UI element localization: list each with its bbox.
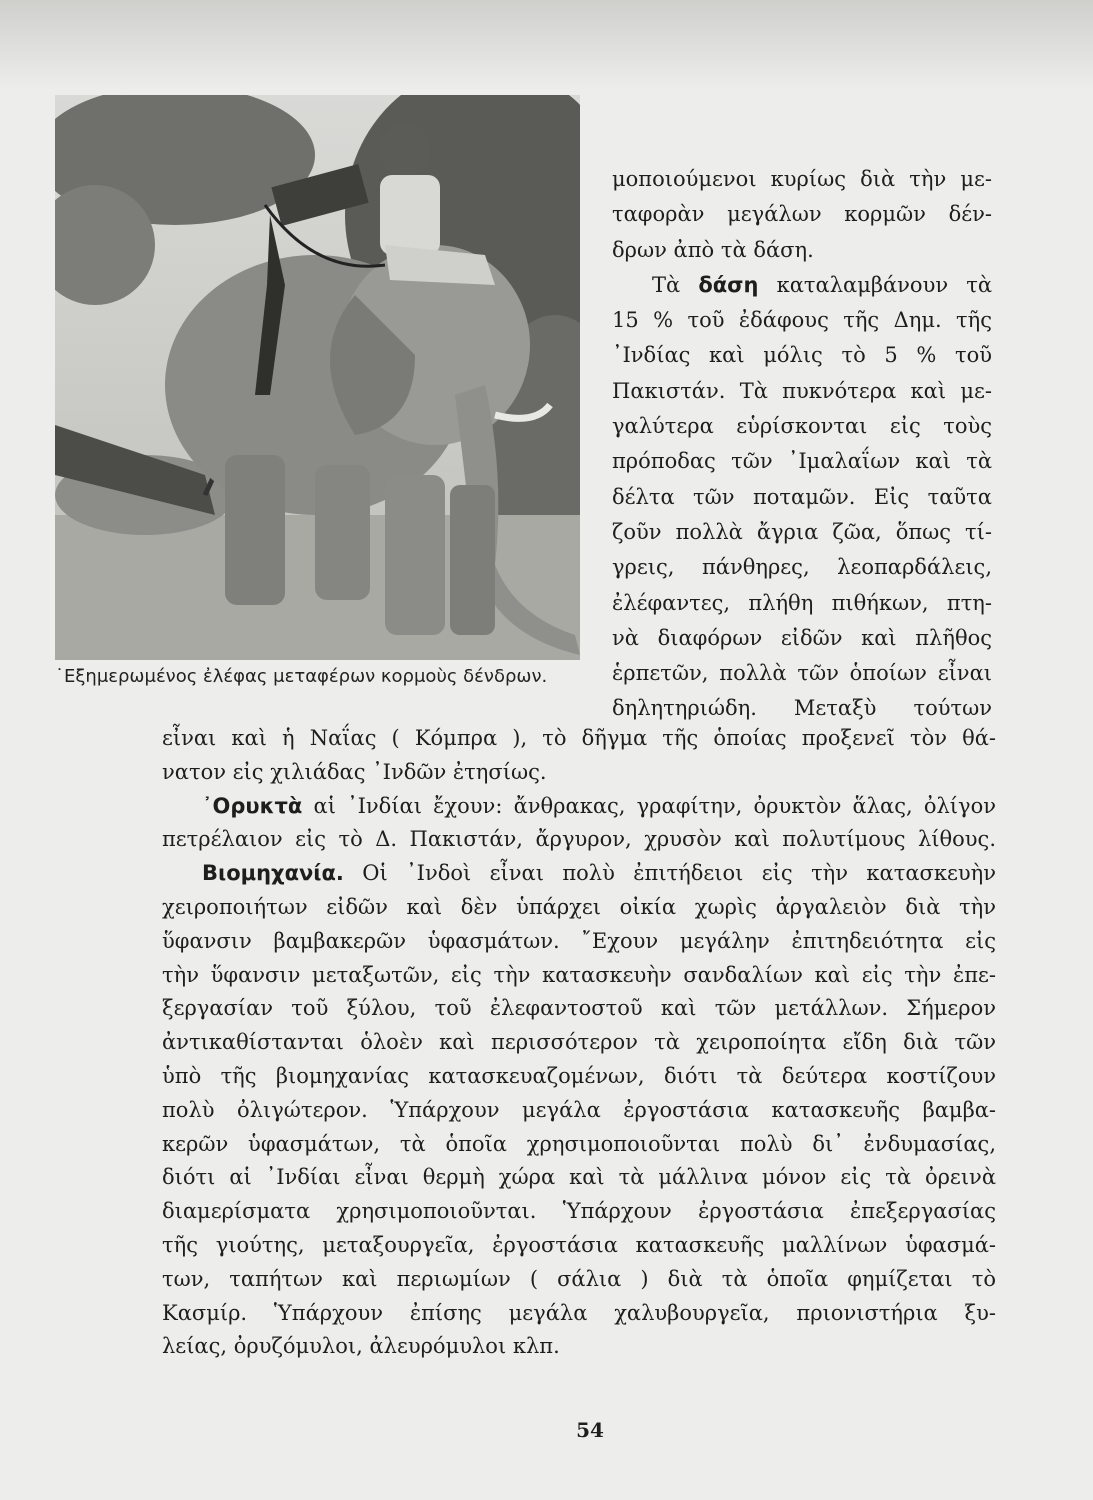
text-line: διότι αἱ ᾿Ινδίαι εἶναι θερμὴ χώρα καὶ τὰ μάλλινα μόνον εἰς τὰ ὀρεινὰ	[162, 1165, 996, 1190]
text-line: ᾿Ινδίας καὶ μόλις τὸ 5 % τοῦ	[612, 343, 992, 368]
text-line: γρεις, πάνθηρες, λεοπαρδάλεις,	[612, 555, 992, 580]
text-line: τῆς γιούτης, μεταξουργεῖα, ἐργοστάσια κατασκευῆς μαλλίνων ὑφασμά-	[162, 1232, 996, 1257]
text-line: δέλτα τῶν ποταμῶν. Εἰς ταῦτα	[612, 484, 992, 509]
text-line: ταφορὰν μεγάλων κορμῶν δέν-	[612, 202, 992, 227]
text-line: δηλητηριώδη. Μεταξὺ τούτων	[612, 696, 992, 721]
right-column-text	[612, 162, 992, 727]
text-line: μοποιούμενοι κυρίως διὰ τὴν με-	[612, 167, 992, 191]
text-line: Κασμίρ. Ὑπάρχουν ἐπίσης μεγάλα χαλυβουργεῖα, πριονιστήρια ξυ-	[162, 1300, 996, 1325]
text-line: γαλύτερα εὑρίσκονται εἰς τοὺς	[612, 414, 992, 439]
forests-lead: Τὰ	[652, 272, 681, 297]
industry-keyword: Βιομηχανία.	[202, 861, 344, 886]
text-line: ζοῦν πολλὰ ἄγρια ζῶα, ὅπως τί-	[612, 519, 992, 544]
text-line: κερῶν ὑφασμάτων, τὰ ὁποῖα χρησιμοποιοῦνται πολὺ δι᾿ ἐνδυμασίας,	[162, 1131, 996, 1156]
text-line: χειροποιήτων εἰδῶν καὶ δὲν ὑπάρχει οἰκία χωρὶς ἀργαλειὸν διὰ τὴν	[162, 894, 996, 919]
text-line: ἀντικαθίστανται ὁλοὲν καὶ περισσότερον τὰ χειροποίητα εἴδη διὰ τῶν	[162, 1030, 996, 1055]
page-number: 54	[576, 1418, 604, 1442]
text-line: διαμερίσματα χρησιμοποιοῦνται. Ὑπάρχουν ἐργοστάσια ἐπεξεργασίας	[162, 1199, 996, 1224]
text-line: νὰ διαφόρων εἰδῶν καὶ πλῆθος	[612, 625, 992, 650]
minerals-rest: αἱ ᾿Ινδίαι ἔχουν: ἄνθρακας, γραφίτην, ὀρυκτὸν ἅλας, ὀλίγον	[313, 793, 996, 818]
text-line: νατον εἰς χιλιάδας ᾿Ινδῶν ἐτησίως.	[162, 759, 547, 784]
forests-paragraph-start	[612, 268, 992, 303]
text-line: δρων ἀπὸ τὰ δάση.	[612, 237, 814, 262]
text-line: εἶναι καὶ ἡ Ναΐας ( Κόμπρα ), τὸ δῆγμα τῆς ὁποίας προξενεῖ τὸν θά-	[162, 726, 996, 750]
text-line: λείας, ὀρυζόμυλοι, ἀλευρόμυλοι κλπ.	[162, 1334, 560, 1359]
forests-keyword: δάση	[698, 272, 759, 297]
text-line: Πακιστάν. Τὰ πυκνότερα καὶ με-	[612, 378, 992, 403]
text-line: των, ταπήτων καὶ περιωμίων ( σάλια ) διὰ τὰ ὁποῖα φημίζεται τὸ	[162, 1266, 996, 1291]
text-line: 15 % τοῦ ἐδάφους τῆς Δημ. τῆς	[612, 308, 992, 333]
text-line: πολὺ ὀλιγώτερον. Ὑπάρχουν μεγάλα ἐργοστάσια κατασκευῆς βαμβα-	[162, 1097, 996, 1122]
industry-paragraph-start	[162, 857, 996, 891]
text-line: πετρέλαιον εἰς τὸ Δ. Πακιστάν, ἄργυρον, χρυσὸν καὶ πολυτίμους λίθους.	[162, 827, 996, 852]
text-line: ξεργασίαν τοῦ ξύλου, τοῦ ἐλεφαντοστοῦ καὶ τῶν μετάλλων. Σήμερον	[162, 996, 996, 1021]
text-line: ἐλέφαντες, πλήθη πιθήκων, πτη-	[612, 590, 992, 615]
elephant-photo	[55, 95, 580, 660]
text-line: πρόποδας τῶν ᾿Ιμαλαΐων καὶ τὰ	[612, 449, 992, 474]
text-line: ἑρπετῶν, πολλὰ τῶν ὁποίων εἶναι	[612, 661, 992, 686]
figure-caption: ˙Εξημερωμένος ἐλέφας μεταφέρων κορμοὺς δένδρων.	[55, 666, 548, 687]
page-top-shading	[0, 0, 1093, 90]
text-line: τὴν ὕφανσιν μεταξωτῶν, εἰς τὴν κατασκευὴν σανδαλίων καὶ εἰς τὴν ἐπε-	[162, 962, 996, 987]
minerals-keyword: ᾿Ορυκτὰ	[202, 793, 303, 818]
text-line: ὕφανσιν βαμβακερῶν ὑφασμάτων. ῎Εχουν μεγάλην ἐπιτηδειότητα εἰς	[162, 928, 996, 953]
text-line: ὑπὸ τῆς βιομηχανίας κατασκευαζομένων, διότι τὰ δεύτερα κοστίζουν	[162, 1063, 996, 1088]
industry-rest: Οἱ ᾿Ινδοὶ εἶναι πολὺ ἐπιτήδειοι εἰς τὴν κατασκευὴν	[362, 861, 996, 886]
forests-rest: καταλαμβάνουν τὰ	[776, 272, 992, 297]
minerals-paragraph-start	[162, 790, 996, 824]
body-text	[162, 722, 996, 1364]
